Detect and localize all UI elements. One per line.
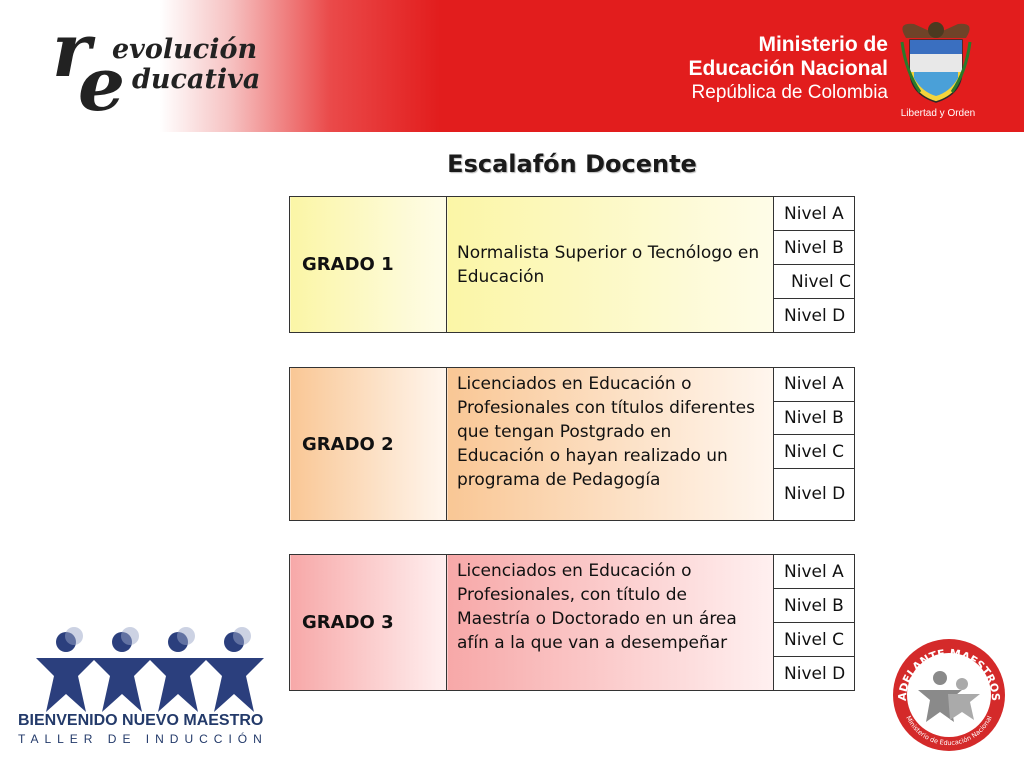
workshop-subtitle: TALLER DE INDUCCIÓN [18, 732, 268, 746]
grade-description: Licenciados en Educación o Profesionales, con título de Maestría o Doctorado en un área afín a la que van a desempeñar [447, 555, 774, 691]
ministry-line-3: República de Colombia [691, 82, 888, 103]
grade-label: GRADO 3 [290, 555, 447, 691]
badge-bottom-text: Ministerio de Educación Nacional [904, 714, 994, 748]
ministry-label [688, 33, 888, 105]
logo-word-revolucion: evolución [112, 34, 258, 65]
teacher-figures-logo-icon [22, 620, 272, 716]
grade-2-table [289, 367, 855, 521]
grade-description: Normalista Superior o Tecnólogo en Educación [447, 197, 774, 333]
welcome-label [18, 712, 268, 746]
nivel-d: Nivel D [774, 299, 855, 333]
table-row [290, 197, 855, 231]
welcome-title: BIENVENIDO NUEVO MAESTRO [18, 712, 264, 729]
nivel-d: Nivel D [774, 468, 855, 520]
nivel-a: Nivel A [774, 197, 855, 231]
crest-caption: Libertad y Orden [900, 108, 976, 119]
nivel-d: Nivel D [774, 657, 855, 691]
revolucion-educativa-logo [52, 8, 272, 128]
nivel-c: Nivel C [774, 265, 855, 299]
grade-description: Licenciados en Educación o Profesionales con títulos diferentes que tengan Postgrado en Educación o hayan realizado un programa de Pedagogía [447, 368, 774, 521]
nivel-b: Nivel B [774, 231, 855, 265]
grade-label: GRADO 1 [290, 197, 447, 333]
grade-1-table [289, 196, 855, 333]
page-title: Escalafón Docente [447, 150, 697, 178]
ministry-line-2: Educación Nacional [688, 57, 888, 80]
nivel-a: Nivel A [774, 555, 855, 589]
header-banner [0, 0, 1024, 132]
grade-label: GRADO 2 [290, 368, 447, 521]
logo-letter-e: e [78, 42, 126, 128]
nivel-a: Nivel A [774, 368, 855, 402]
colombia-coat-of-arms-icon [896, 12, 976, 108]
nivel-c: Nivel C [774, 435, 855, 469]
nivel-b: Nivel B [774, 589, 855, 623]
badge-top-text: ADELANTE MAESTROS [895, 646, 1003, 702]
grade-3-table [289, 554, 855, 691]
nivel-c: Nivel C [774, 623, 855, 657]
nivel-b: Nivel B [774, 401, 855, 435]
logo-word-educativa: ducativa [132, 64, 261, 95]
logo-letter-r: r [52, 8, 91, 94]
table-row [290, 555, 855, 589]
adelante-maestros-badge-icon [888, 634, 1010, 756]
ministry-line-1: Ministerio de [758, 33, 888, 56]
table-row [290, 368, 855, 402]
